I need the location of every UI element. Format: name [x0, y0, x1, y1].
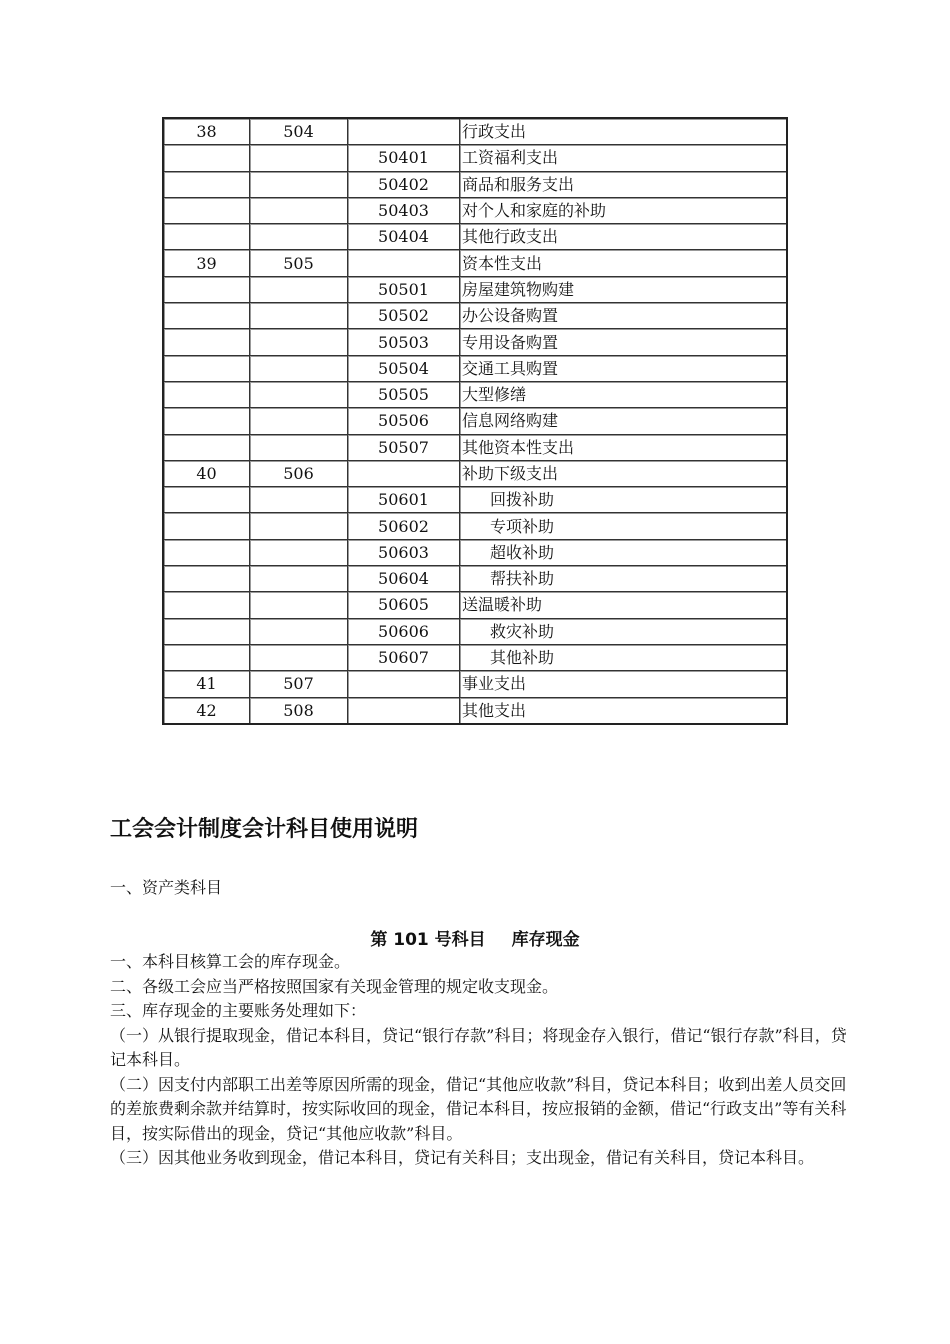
name-cell-text: 资本性支出: [462, 253, 543, 273]
subcode-cell-text: 50401: [378, 148, 429, 168]
seq-cell: [164, 224, 250, 250]
name-cell: [460, 592, 786, 618]
subcode-cell: [348, 487, 460, 513]
subject-description: [110, 950, 850, 1171]
table-row: [164, 540, 786, 566]
seq-cell: [164, 592, 250, 618]
table-row: [164, 566, 786, 592]
name-cell: [460, 382, 786, 408]
seq-cell: [164, 356, 250, 382]
name-cell-text: 商品和服务支出: [462, 174, 575, 194]
code-cell: [250, 329, 348, 355]
name-cell: [460, 645, 786, 671]
name-cell-text: 送温暖补助: [462, 595, 543, 615]
seq-cell: [164, 172, 250, 198]
subcode-cell-text: 50607: [378, 648, 429, 668]
name-cell-text: 其他资本性支出: [462, 437, 575, 457]
code-cell: [250, 461, 348, 487]
seq-cell-text: 39: [196, 253, 217, 273]
code-cell: [250, 513, 348, 539]
subcode-cell: [348, 592, 460, 618]
seq-cell: [164, 250, 250, 276]
seq-cell: [164, 487, 250, 513]
accounts-table: [162, 117, 788, 725]
subcode-cell-text: 50402: [378, 174, 429, 194]
paragraph: （二）因支付内部职工出差等原因所需的现金，借记“其他应收款”科目，贷记本科目；收到出差人员交回的差旅费剩余款并结算时，按实际收回的现金，借记本科目，按应报销的金额，借记“行政支出”等有关科目，按实际借出的现金，贷记“其他应收款”科目。: [110, 1074, 847, 1143]
paragraph: 二、各级工会应当严格按照国家有关现金管理的规定收支现金。: [110, 976, 559, 996]
seq-cell: [164, 408, 250, 434]
code-cell: [250, 382, 348, 408]
seq-cell: [164, 303, 250, 329]
seq-cell: [164, 277, 250, 303]
subcode-cell-text: 50505: [378, 385, 429, 405]
subcode-cell: [348, 619, 460, 645]
name-cell-text: 其他行政支出: [462, 227, 559, 247]
subcode-cell-text: 50606: [378, 621, 429, 641]
name-cell: [460, 461, 786, 487]
table-row: [164, 145, 786, 171]
subcode-cell: [348, 435, 460, 461]
subcode-cell-text: 50501: [378, 279, 429, 299]
seq-cell: [164, 566, 250, 592]
subcode-cell: [348, 172, 460, 198]
subcode-cell: [348, 566, 460, 592]
name-cell-text: 其他补助: [490, 648, 555, 668]
subcode-cell-text: 50604: [378, 569, 429, 589]
name-cell-text: 行政支出: [462, 122, 527, 142]
code-cell: [250, 198, 348, 224]
name-cell: [460, 566, 786, 592]
seq-cell: [164, 329, 250, 355]
code-cell-text: 504: [283, 122, 314, 142]
name-cell-text: 专项补助: [490, 516, 555, 536]
subcode-cell-text: 50503: [378, 332, 429, 352]
subcode-cell-text: 50602: [378, 516, 429, 536]
code-cell: [250, 435, 348, 461]
document-title: 工会会计制度会计科目使用说明: [110, 817, 419, 842]
name-cell: [460, 119, 786, 145]
table-row: [164, 250, 786, 276]
subcode-cell-text: 50507: [378, 437, 429, 457]
code-cell: [250, 645, 348, 671]
name-cell: [460, 435, 786, 461]
name-cell-text: 办公设备购置: [462, 306, 559, 326]
subject-heading: [110, 925, 840, 950]
subcode-cell: [348, 329, 460, 355]
subcode-cell: [348, 408, 460, 434]
code-cell: [250, 277, 348, 303]
table-row: [164, 435, 786, 461]
code-cell-text: 507: [283, 674, 314, 694]
table-row: [164, 303, 786, 329]
seq-cell-text: 40: [196, 464, 217, 483]
paragraph: （三）因其他业务收到现金，借记本科目，贷记有关科目；支出现金，借记有关科目，贷记本科目。: [110, 1148, 815, 1167]
seq-cell: [164, 540, 250, 566]
name-cell: [460, 408, 786, 434]
name-cell: [460, 224, 786, 250]
seq-cell: [164, 145, 250, 171]
code-cell: [250, 540, 348, 566]
seq-cell: [164, 513, 250, 539]
table-row: [164, 698, 786, 723]
paragraph: 三、库存现金的主要账务处理如下：: [110, 1001, 367, 1020]
subcode-cell-text: 50601: [378, 490, 429, 510]
name-cell: [460, 277, 786, 303]
name-cell: [460, 698, 786, 723]
subcode-cell: [348, 513, 460, 539]
paragraph: 一、本科目核算工会的库存现金。: [110, 952, 351, 971]
subcode-cell: [348, 145, 460, 171]
code-cell: [250, 250, 348, 276]
name-cell: [460, 619, 786, 645]
subcode-cell: [348, 645, 460, 671]
name-cell: [460, 671, 786, 697]
table-row: [164, 592, 786, 618]
name-cell-text: 信息网络购建: [462, 411, 559, 431]
table-row: [164, 645, 786, 671]
name-cell-text: 补助下级支出: [462, 464, 559, 483]
name-cell: [460, 513, 786, 539]
table-row: [164, 119, 786, 145]
subject-number: 第 101 号科目: [370, 930, 486, 950]
name-cell-text: 交通工具购置: [462, 358, 559, 378]
code-cell: [250, 172, 348, 198]
name-cell-text: 事业支出: [462, 674, 527, 694]
code-cell: [250, 145, 348, 171]
name-cell-text: 工资福利支出: [462, 148, 559, 168]
seq-cell-text: 41: [196, 674, 217, 694]
subcode-cell: [348, 277, 460, 303]
seq-cell-text: 38: [196, 122, 217, 142]
code-cell: [250, 698, 348, 723]
name-cell: [460, 172, 786, 198]
subcode-cell-text: 50403: [378, 201, 429, 221]
name-cell-text: 其他支出: [462, 700, 527, 720]
code-cell-text: 505: [283, 253, 314, 273]
code-cell-text: 506: [283, 464, 314, 483]
table-row: [164, 461, 786, 487]
table-row: [164, 671, 786, 697]
name-cell-text: 回拨补助: [490, 490, 555, 510]
table-row: [164, 277, 786, 303]
name-cell-text: 房屋建筑物购建: [462, 279, 575, 299]
subcode-cell-text: 50603: [378, 542, 429, 562]
subcode-cell-text: 50506: [378, 411, 429, 431]
name-cell-text: 帮扶补助: [490, 569, 555, 589]
table-row: [164, 198, 786, 224]
table-row: [164, 513, 786, 539]
seq-cell: [164, 645, 250, 671]
seq-cell: [164, 698, 250, 723]
section-heading: 一、资产类科目: [110, 878, 223, 897]
name-cell-text: 对个人和家庭的补助: [462, 201, 607, 221]
table-row: [164, 356, 786, 382]
name-cell: [460, 356, 786, 382]
name-cell-text: 专用设备购置: [462, 332, 559, 352]
seq-cell: [164, 461, 250, 487]
seq-cell: [164, 435, 250, 461]
subcode-cell-text: 50502: [378, 306, 429, 326]
paragraph: （一）从银行提取现金，借记本科目，贷记“银行存款”科目；将现金存入银行，借记“银行存款”科目，贷记本科目。: [110, 1025, 847, 1069]
code-cell: [250, 408, 348, 434]
name-cell: [460, 145, 786, 171]
seq-cell: [164, 619, 250, 645]
subcode-cell: [348, 250, 460, 276]
code-cell: [250, 356, 348, 382]
seq-cell: [164, 119, 250, 145]
code-cell: [250, 119, 348, 145]
name-cell-text: 救灾补助: [490, 621, 555, 641]
code-cell-text: 508: [283, 700, 314, 720]
subcode-cell: [348, 382, 460, 408]
subcode-cell: [348, 224, 460, 250]
subcode-cell-text: 50605: [378, 595, 429, 615]
code-cell: [250, 566, 348, 592]
code-cell: [250, 619, 348, 645]
name-cell: [460, 303, 786, 329]
subcode-cell: [348, 540, 460, 566]
table-row: [164, 619, 786, 645]
subcode-cell: [348, 461, 460, 487]
name-cell: [460, 487, 786, 513]
subcode-cell: [348, 303, 460, 329]
name-cell: [460, 540, 786, 566]
table-row: [164, 408, 786, 434]
subcode-cell-text: 50504: [378, 358, 429, 378]
table-row: [164, 382, 786, 408]
seq-cell: [164, 382, 250, 408]
code-cell: [250, 592, 348, 618]
name-cell-text: 大型修缮: [462, 385, 527, 405]
subcode-cell-text: 50404: [378, 227, 429, 247]
name-cell: [460, 198, 786, 224]
name-cell-text: 超收补助: [490, 542, 555, 562]
table-row: [164, 329, 786, 355]
code-cell: [250, 303, 348, 329]
name-cell: [460, 250, 786, 276]
subcode-cell: [348, 356, 460, 382]
subcode-cell: [348, 671, 460, 697]
table-row: [164, 487, 786, 513]
name-cell: [460, 329, 786, 355]
code-cell: [250, 487, 348, 513]
accounts-table-body: [164, 119, 786, 723]
code-cell: [250, 224, 348, 250]
table-row: [164, 224, 786, 250]
seq-cell-text: 42: [196, 700, 217, 720]
subcode-cell: [348, 698, 460, 723]
subcode-cell: [348, 119, 460, 145]
seq-cell: [164, 671, 250, 697]
seq-cell: [164, 198, 250, 224]
subcode-cell: [348, 198, 460, 224]
table-row: [164, 172, 786, 198]
subject-name: 库存现金: [511, 930, 580, 950]
code-cell: [250, 671, 348, 697]
